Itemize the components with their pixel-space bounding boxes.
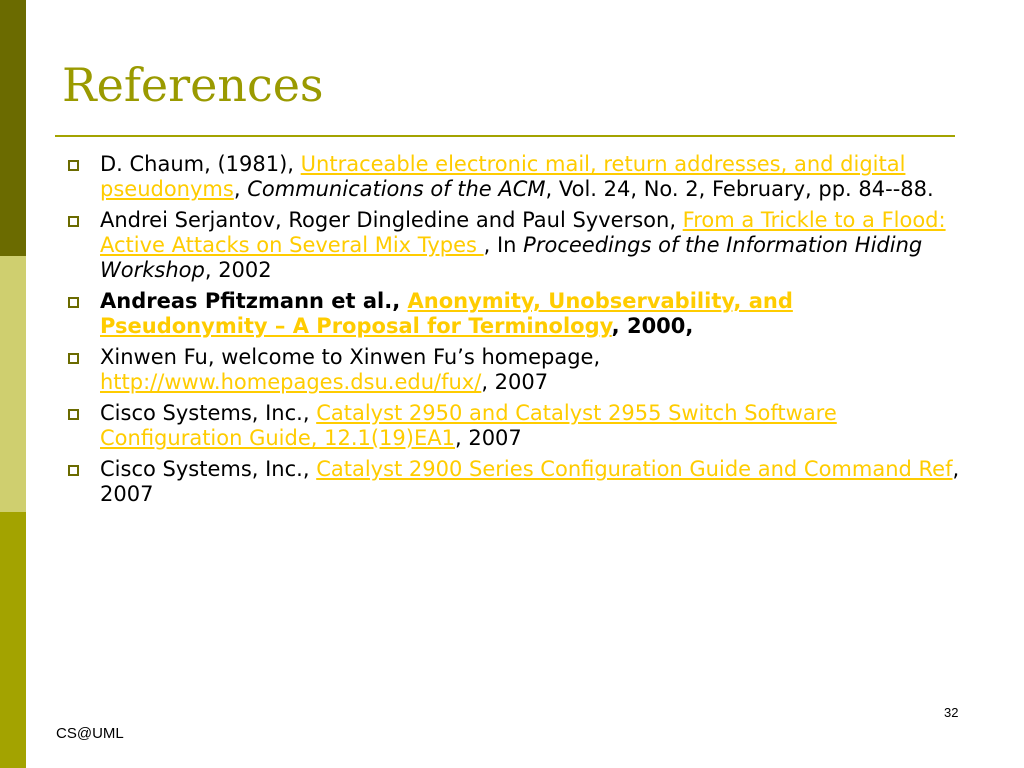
reference-item [64,289,964,339]
hollow-square-bullet-icon [68,465,79,476]
reference-details: , Vol. 24, No. 2, February, pp. 84--88. [545,177,934,201]
reference-link[interactable]: Untraceable electronic mail, return addresses, and digital pseudonyms [100,152,906,201]
reference-author: Cisco Systems, Inc., [100,401,317,425]
sidebar-segment-dark [0,0,26,256]
hollow-square-bullet-icon [68,297,79,308]
footer-label: CS@UML [56,725,124,742]
reference-details: , 2007 [100,457,960,506]
reference-details: , 2000, [611,314,694,338]
hollow-square-bullet-icon [68,353,79,364]
reference-link[interactable]: Catalyst 2900 Series Configuration Guide and Command Ref [316,457,953,481]
reference-author: D. Chaum, (1981), [100,152,301,176]
sidebar-segment-light [0,256,26,512]
reference-separator: , In [483,233,524,257]
hollow-square-bullet-icon [68,216,79,227]
reference-link[interactable]: Catalyst 2950 and Catalyst 2955 Switch Software Configuration Guide, 12.1(19)EA1 [100,401,837,450]
reference-item [64,457,964,507]
reference-author: Xinwen Fu, welcome to Xinwen Fu’s homepage, [100,345,601,369]
reference-item [64,152,964,202]
reference-separator: , [233,177,248,201]
reference-details: , 2002 [204,258,272,282]
reference-author: Andrei Serjantov, Roger Dingledine and Paul Syverson, [100,208,683,232]
hollow-square-bullet-icon [68,160,79,171]
reference-author: Andreas Pfitzmann et al., [100,289,408,313]
slide-title: References [62,58,324,112]
reference-item [64,208,964,283]
reference-venue: Proceedings of the Information Hiding Workshop [100,233,923,282]
reference-list [64,152,964,513]
page-number: 32 [944,705,959,720]
reference-link[interactable]: From a Trickle to a Flood: Active Attacks on Several Mix Types [100,208,946,257]
reference-item [64,401,964,451]
reference-author: Cisco Systems, Inc., [100,457,317,481]
reference-venue: Communications of the ACM [247,177,546,201]
sidebar-decoration [0,0,26,768]
reference-details: , 2007 [481,370,549,394]
reference-link[interactable]: Anonymity, Unobservability, and Pseudonymity – A Proposal for Terminology [100,289,793,338]
reference-details: , 2007 [454,426,522,450]
sidebar-segment-mid [0,512,26,768]
reference-item [64,345,964,395]
hollow-square-bullet-icon [68,409,79,420]
title-divider [55,135,955,137]
reference-link[interactable]: http://www.homepages.dsu.edu/fux/ [100,370,482,394]
